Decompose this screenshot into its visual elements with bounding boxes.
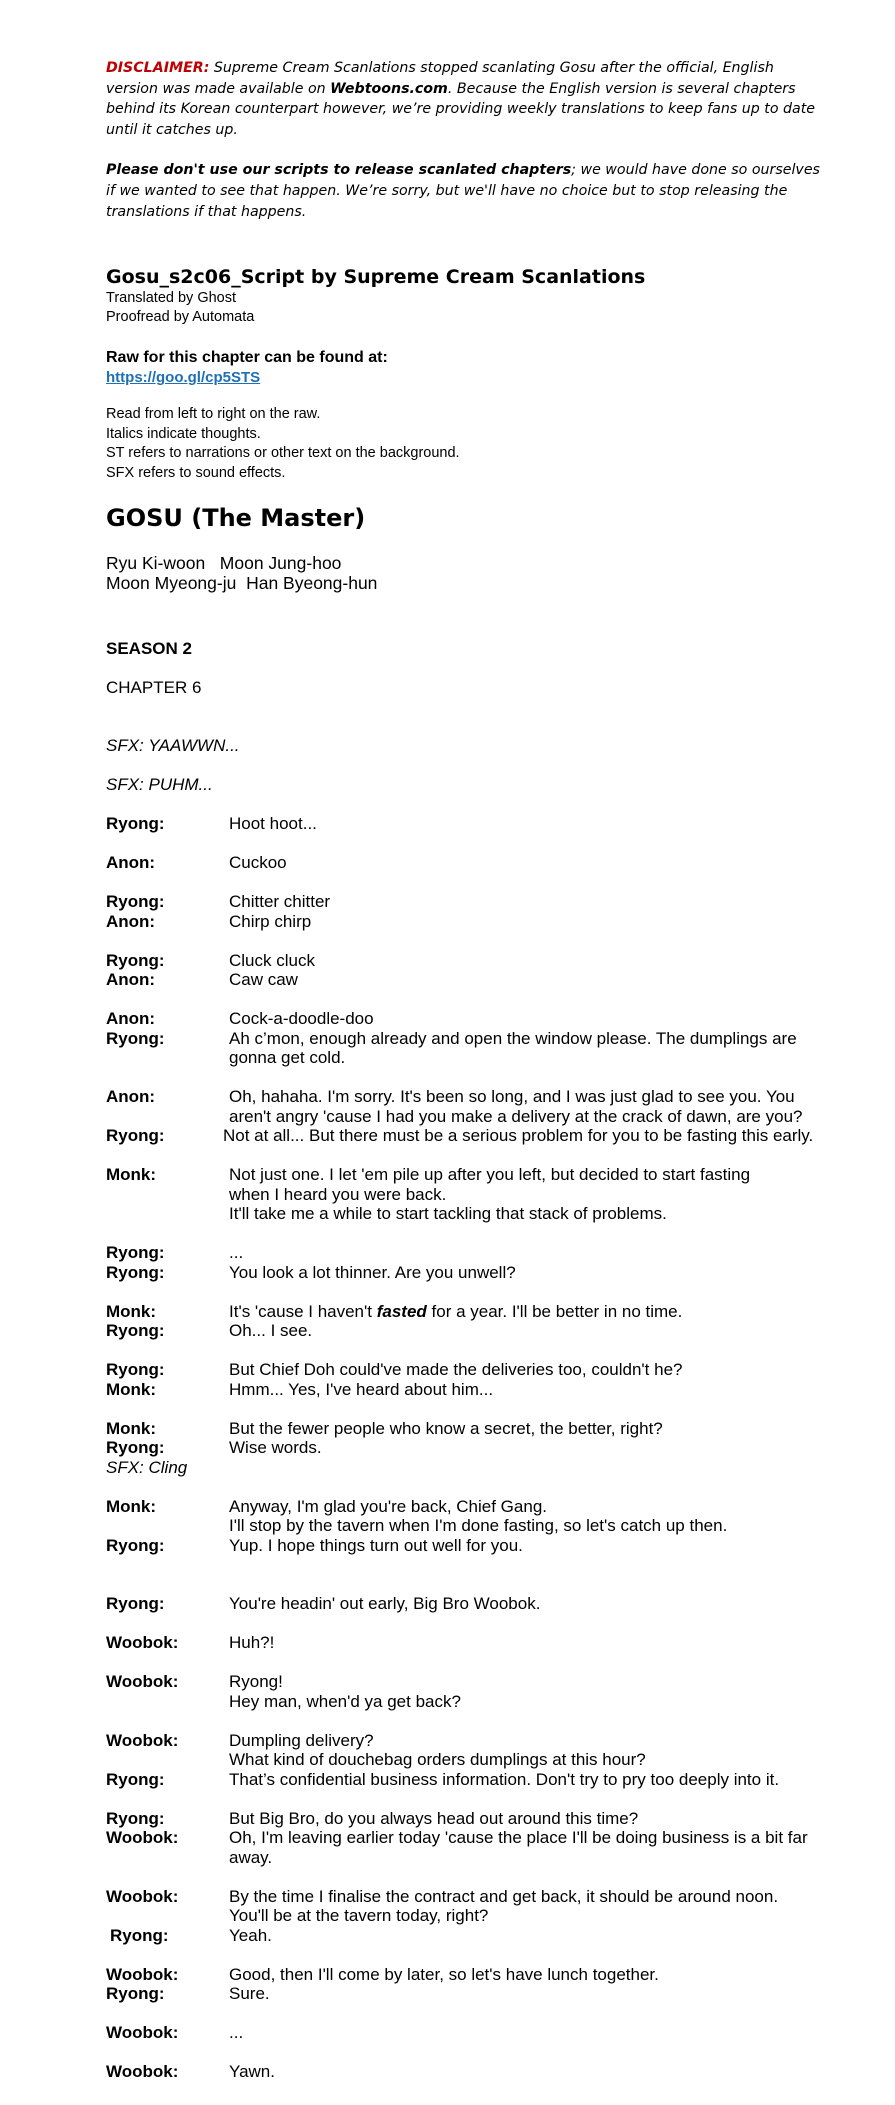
speaker-name: Monk: <box>106 1301 157 1321</box>
dialogue-line <box>106 912 826 932</box>
dialogue-text: You look a lot thinner. Are you unwell? <box>229 1262 516 1282</box>
dialogue-text: But the fewer people who know a secret, the better, right? <box>229 1418 663 1438</box>
dialogue-text <box>229 1497 826 1536</box>
disclaimer-label: DISCLAIMER: <box>106 60 210 76</box>
dialogue-text <box>229 1165 826 1224</box>
sfx-line: SFX: PUHM... <box>106 775 213 795</box>
dialogue-text <box>229 1672 826 1711</box>
dialogue-text: Wise words. <box>229 1438 322 1458</box>
dialogue-line <box>106 1887 826 1926</box>
season-label: SEASON 2 <box>106 639 192 659</box>
dialogue-text: But Chief Doh could've made the deliveries too, couldn't he? <box>229 1360 683 1380</box>
dialogue-text: Hoot hoot... <box>229 814 317 834</box>
speaker-name: Ryong: <box>106 814 165 834</box>
dialogue-text <box>229 1731 826 1770</box>
speaker-name: Woobok: <box>106 1672 179 1692</box>
speaker-name: Ryong: <box>110 1925 169 1945</box>
dialogue-text: Not at all... But there must be a serious problem for you to be fasting this early. <box>223 1126 814 1146</box>
speaker-name: Anon: <box>106 911 156 931</box>
dialogue-text: But Big Bro, do you always head out around this time? <box>229 1808 639 1828</box>
reading-notes <box>106 405 826 483</box>
note-item: Read from left to right on the raw. <box>106 406 321 423</box>
speaker-name: Monk: <box>106 1379 157 1399</box>
dialogue-line <box>106 1828 826 1867</box>
dialogue-line <box>106 1770 826 1790</box>
speaker-name: Monk: <box>106 1418 157 1438</box>
speaker-name: Ryong: <box>106 1321 165 1341</box>
dialogue-text-line: Dumpling delivery? <box>229 1730 374 1750</box>
speaker-name: Ryong: <box>106 1243 165 1263</box>
dialogue-text: Caw caw <box>229 970 298 990</box>
speaker-name: Ryong: <box>106 1769 165 1789</box>
dialogue-line <box>106 1672 826 1711</box>
speaker-name: Anon: <box>106 853 156 873</box>
speaker-name: Woobok: <box>106 1730 179 1750</box>
cast-line: Ryu Ki-woon Moon Jung-hoo <box>106 553 342 574</box>
dialogue-text: Chitter chitter <box>229 892 331 912</box>
dialogue-text-line: I'll stop by the tavern when I'm done fasting, so let's catch up then. <box>229 1516 728 1536</box>
raw-link[interactable]: https://goo.gl/cp5STS <box>106 369 261 387</box>
disclaimer-text: Supreme Cream Scanlations stopped scanlating Gosu after the official, English version was made available on <box>106 60 774 97</box>
speaker-name: Ryong: <box>106 1262 165 1282</box>
dialogue-text-part: It's 'cause I haven't <box>229 1301 377 1321</box>
dialogue-text: ... <box>229 2023 244 2043</box>
dialogue-text-line: Not just one. I let 'em pile up after you left, but decided to start fasting <box>229 1165 751 1185</box>
dialogue-line <box>106 1087 826 1126</box>
dialogue-line <box>106 1302 826 1322</box>
dialogue-line <box>106 1360 826 1380</box>
dialogue-text-line: What kind of douchebag orders dumplings at this hour? <box>229 1750 646 1770</box>
script-body <box>106 736 826 2082</box>
dialogue-text: Cuckoo <box>229 853 287 873</box>
dialogue-line <box>106 853 826 873</box>
dialogue-text-line: By the time I finalise the contract and get back, it should be around noon. <box>229 1886 779 1906</box>
speaker-name: Ryong: <box>106 1535 165 1555</box>
speaker-name: Anon: <box>106 970 156 990</box>
speaker-name: Ryong: <box>106 892 165 912</box>
dialogue-text: Oh... I see. <box>229 1321 313 1341</box>
dialogue-line <box>106 951 826 971</box>
disclaimer-paragraph <box>106 58 826 140</box>
dialogue-line <box>106 892 826 912</box>
cast-list <box>106 553 826 593</box>
dialogue-text <box>229 1887 826 1926</box>
note-item: ST refers to narrations or other text on the background. <box>106 445 460 462</box>
translator-credit: Translated by Ghost <box>106 290 237 307</box>
speaker-name: Monk: <box>106 1165 157 1185</box>
dialogue-text: Ah c’mon, enough already and open the window please. The dumplings are gonna get cold. <box>229 1028 797 1068</box>
dialogue-line <box>106 1380 826 1400</box>
dialogue-line <box>106 814 826 834</box>
speaker-name: Ryong: <box>106 1360 165 1380</box>
main-title: GOSU (The Master) <box>106 504 366 533</box>
dialogue-text: Yeah. <box>229 1925 272 1945</box>
dialogue-line <box>106 2062 826 2082</box>
dialogue-line <box>106 1321 826 1341</box>
dialogue-line <box>106 1243 826 1263</box>
script-title: Gosu_s2c06_Script by Supreme Cream Scanlations <box>106 266 646 289</box>
usage-warning-paragraph <box>106 160 826 222</box>
dialogue-text-part: for a year. I'll be better in no time. <box>426 1301 683 1321</box>
speaker-name: Ryong: <box>106 1808 165 1828</box>
dialogue-text: You're headin' out early, Big Bro Woobok. <box>229 1594 541 1614</box>
dialogue-text-line: Hey man, when'd ya get back? <box>229 1691 461 1711</box>
dialogue-line <box>106 970 826 990</box>
chapter-label: CHAPTER 6 <box>106 678 202 698</box>
note-item: SFX refers to sound effects. <box>106 464 286 481</box>
speaker-name: Ryong: <box>106 1126 165 1146</box>
dialogue-text: Yawn. <box>229 2062 275 2082</box>
dialogue-line <box>106 1126 826 1146</box>
raw-heading: Raw for this chapter can be found at: <box>106 349 388 367</box>
dialogue-line <box>106 1594 826 1614</box>
usage-warning-bold: Please don't use our scripts to release scanlated chapters <box>106 162 572 179</box>
dialogue-line <box>106 1731 826 1770</box>
dialogue-line <box>106 1536 826 1556</box>
dialogue-text-line: Ryong! <box>229 1672 283 1692</box>
dialogue-text: That’s confidential business information. Don't try to pry too deeply into it. <box>229 1769 780 1789</box>
speaker-name: Anon: <box>106 1009 156 1029</box>
dialogue-line <box>106 1419 826 1439</box>
speaker-name: Ryong: <box>106 1594 165 1614</box>
dialogue-text: Sure. <box>229 1984 270 2004</box>
dialogue-line <box>106 1438 826 1458</box>
dialogue-text-line: You'll be at the tavern today, right? <box>229 1906 489 1926</box>
speaker-name: Woobok: <box>106 1886 179 1906</box>
dialogue-text <box>229 1302 826 1322</box>
dialogue-text: Good, then I'll come by later, so let's have lunch together. <box>229 1964 659 1984</box>
script-document <box>106 58 826 2082</box>
dialogue-line <box>106 1029 826 1068</box>
disclaimer-text-cont: . Because the English version is several chapters behind its Korean counterpart however, we’re providing weekly translations to keep fans up to date until it catches up. <box>106 80 815 138</box>
note-item: Italics indicate thoughts. <box>106 425 261 442</box>
speaker-name: Ryong: <box>106 1984 165 2004</box>
dialogue-text-line: It'll take me a while to start tackling that stack of problems. <box>229 1204 667 1224</box>
dialogue-text: Oh, I'm leaving earlier today 'cause the place I'll be doing business is a bit far away. <box>229 1828 808 1867</box>
speaker-name: Ryong: <box>106 1438 165 1458</box>
dialogue-line <box>106 1809 826 1829</box>
webtoons-site-name: Webtoons.com <box>330 80 448 97</box>
dialogue-text: Hmm... Yes, I've heard about him... <box>229 1379 494 1399</box>
sfx-line: SFX: Cling <box>106 1457 188 1477</box>
speaker-name: Woobok: <box>106 2023 179 2043</box>
speaker-name: Woobok: <box>106 1633 179 1653</box>
dialogue-line <box>106 1165 826 1224</box>
dialogue-text: Huh?! <box>229 1633 275 1653</box>
dialogue-line <box>106 1984 826 2004</box>
dialogue-line <box>106 1263 826 1283</box>
dialogue-text: ... <box>229 1243 244 1263</box>
emphasis-word: fasted <box>376 1301 427 1321</box>
speaker-name: Woobok: <box>106 1828 179 1848</box>
cast-line: Moon Myeong-ju Han Byeong-hun <box>106 573 378 594</box>
dialogue-line <box>106 1009 826 1029</box>
dialogue-line <box>106 1965 826 1985</box>
dialogue-text: Chirp chirp <box>229 911 312 931</box>
proofreader-credit: Proofread by Automata <box>106 309 255 326</box>
dialogue-line <box>106 1926 826 1946</box>
speaker-name: Ryong: <box>106 1028 165 1048</box>
speaker-name: Ryong: <box>106 950 165 970</box>
speaker-name: Anon: <box>106 1087 156 1107</box>
usage-warning-text: ; we would have done so ourselves if we wanted to see that happen. We’re sorry, but we'll have no choice but to stop releasing the translations if that happens. <box>106 162 820 220</box>
dialogue-text: Cluck cluck <box>229 950 315 970</box>
speaker-name: Monk: <box>106 1496 157 1516</box>
dialogue-text: Yup. I hope things turn out well for you. <box>229 1535 523 1555</box>
dialogue-text-line: Anyway, I'm glad you're back, Chief Gang. <box>229 1496 547 1516</box>
dialogue-line <box>106 2023 826 2043</box>
dialogue-text: Oh, hahaha. I'm sorry. It's been so long, and I was just glad to see you. You aren't angry 'cause I had you make a delivery at the crack of dawn, are you? <box>229 1087 803 1126</box>
dialogue-line <box>106 1633 826 1653</box>
dialogue-text: Cock-a-doodle-doo <box>229 1009 374 1029</box>
speaker-name: Woobok: <box>106 2062 179 2082</box>
dialogue-text-line: when I heard you were back. <box>229 1184 447 1204</box>
dialogue-line <box>106 1497 826 1536</box>
speaker-name: Woobok: <box>106 1964 179 1984</box>
sfx-line: SFX: YAAWWN... <box>106 736 240 756</box>
